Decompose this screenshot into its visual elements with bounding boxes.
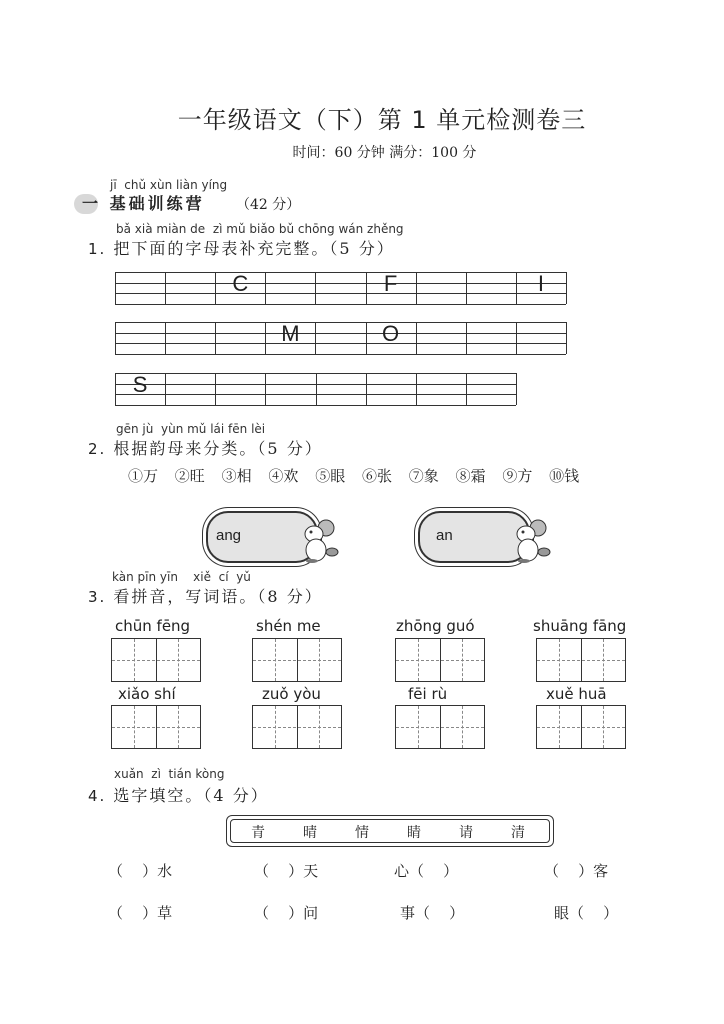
- page-title: 一年级语文（下）第 1 单元检测卷三: [177, 106, 587, 134]
- writing-box[interactable]: [536, 705, 626, 749]
- writing-box[interactable]: [395, 705, 485, 749]
- exam-info: 时间：60 分钟 满分：100 分: [292, 145, 477, 161]
- word-pinyin-1: chūn fēng: [115, 617, 191, 635]
- option-8: ⑧霜: [455, 467, 486, 485]
- fill-blank-1[interactable]: （ ）水: [108, 862, 173, 880]
- character-choice-box: [226, 815, 554, 847]
- alphabet-row-1: [115, 272, 566, 304]
- q4-text: 选字填空: [113, 786, 186, 805]
- alphabet-row-2: [115, 322, 566, 354]
- q3-score: 。（8 分）: [239, 587, 323, 606]
- q1-number: 1.: [88, 240, 107, 258]
- section-heading: [82, 191, 205, 214]
- alphabet-letter: O: [382, 321, 400, 346]
- fill-blank-3[interactable]: 心（ ）: [394, 862, 459, 880]
- writing-box[interactable]: [252, 705, 342, 749]
- alphabet-letter: S: [132, 372, 148, 397]
- section-score: （42 分）: [236, 197, 301, 213]
- q1-text: 把下面的字母表补充完整: [113, 239, 312, 258]
- section-title: 基础训练营: [109, 194, 205, 213]
- alphabet-letter: F: [383, 271, 398, 296]
- q3-text: 看拼音，写词语: [113, 587, 240, 606]
- fill-blank-6[interactable]: （ ）问: [254, 904, 319, 922]
- option-9: ⑨方: [502, 467, 533, 485]
- q2-number: 2.: [88, 440, 107, 458]
- q1-score: 。（5 分）: [311, 239, 395, 258]
- section-number: 一: [82, 194, 102, 213]
- alphabet-letter: M: [281, 321, 300, 346]
- choice-char-5: 请: [459, 825, 473, 841]
- writing-box[interactable]: [252, 638, 342, 682]
- writing-box[interactable]: [536, 638, 626, 682]
- fill-blank-5[interactable]: （ ）草: [108, 904, 173, 922]
- q1-pinyin: bǎ xià miàn de zì mǔ biǎo bǔ chōng wán zhěng: [116, 222, 404, 236]
- writing-box[interactable]: [111, 638, 201, 682]
- cloud-label-ang: ang: [216, 527, 242, 544]
- word-pinyin-7: fēi rù: [408, 685, 448, 703]
- choice-char-3: 情: [355, 825, 369, 841]
- option-1: ①万: [128, 467, 159, 485]
- q2-prompt: [88, 436, 323, 459]
- choice-char-2: 晴: [303, 825, 317, 841]
- fill-blank-7[interactable]: 事（ ）: [400, 904, 465, 922]
- fill-blank-4[interactable]: （ ）客: [544, 862, 609, 880]
- choice-char-6: 清: [511, 825, 525, 841]
- option-4: ④欢: [268, 467, 299, 485]
- option-2: ②旺: [174, 467, 205, 485]
- word-pinyin-3: zhōng guó: [396, 617, 475, 635]
- section-pinyin: jī chǔ xùn liàn yíng: [110, 178, 228, 192]
- writing-box[interactable]: [395, 638, 485, 682]
- cloud-label-an: an: [436, 527, 453, 544]
- word-pinyin-4: shuāng fāng: [533, 617, 627, 635]
- mouse-icon: [296, 516, 340, 564]
- q3-prompt: [88, 584, 323, 607]
- q2-score: 。（5 分）: [239, 439, 323, 458]
- word-pinyin-8: xuě huā: [546, 685, 607, 703]
- word-pinyin-6: zuǒ yòu: [262, 685, 321, 703]
- alphabet-letter: C: [232, 271, 249, 296]
- choice-char-1: 青: [251, 825, 265, 841]
- option-3: ③相: [221, 467, 252, 485]
- q2-options: [128, 465, 591, 486]
- writing-box[interactable]: [111, 705, 201, 749]
- q3-number: 3.: [88, 588, 107, 606]
- fill-blank-8[interactable]: 眼（ ）: [554, 904, 619, 922]
- q4-prompt: [88, 783, 269, 806]
- q4-number: 4.: [88, 787, 107, 805]
- word-pinyin-2: shén me: [256, 617, 321, 635]
- q4-score: 。（4 分）: [185, 786, 269, 805]
- choice-char-4: 睛: [407, 825, 421, 841]
- option-5: ⑤眼: [315, 467, 346, 485]
- fill-blank-2[interactable]: （ ）天: [254, 862, 319, 880]
- q4-pinyin: xuǎn zì tián kòng: [114, 767, 225, 781]
- q3-pinyin: kàn pīn yīn xiě cí yǔ: [112, 570, 251, 584]
- q2-pinyin: gēn jù yùn mǔ lái fēn lèi: [116, 422, 266, 436]
- word-pinyin-5: xiǎo shí: [118, 685, 176, 703]
- option-10: ⑩钱: [549, 467, 580, 485]
- option-7: ⑦象: [408, 467, 439, 485]
- option-6: ⑥张: [361, 467, 392, 485]
- q2-text: 根据韵母来分类: [113, 439, 240, 458]
- alphabet-letter: I: [537, 271, 544, 296]
- mouse-icon: [508, 516, 552, 564]
- q1-prompt: [88, 236, 395, 259]
- alphabet-row-3: [115, 373, 516, 405]
